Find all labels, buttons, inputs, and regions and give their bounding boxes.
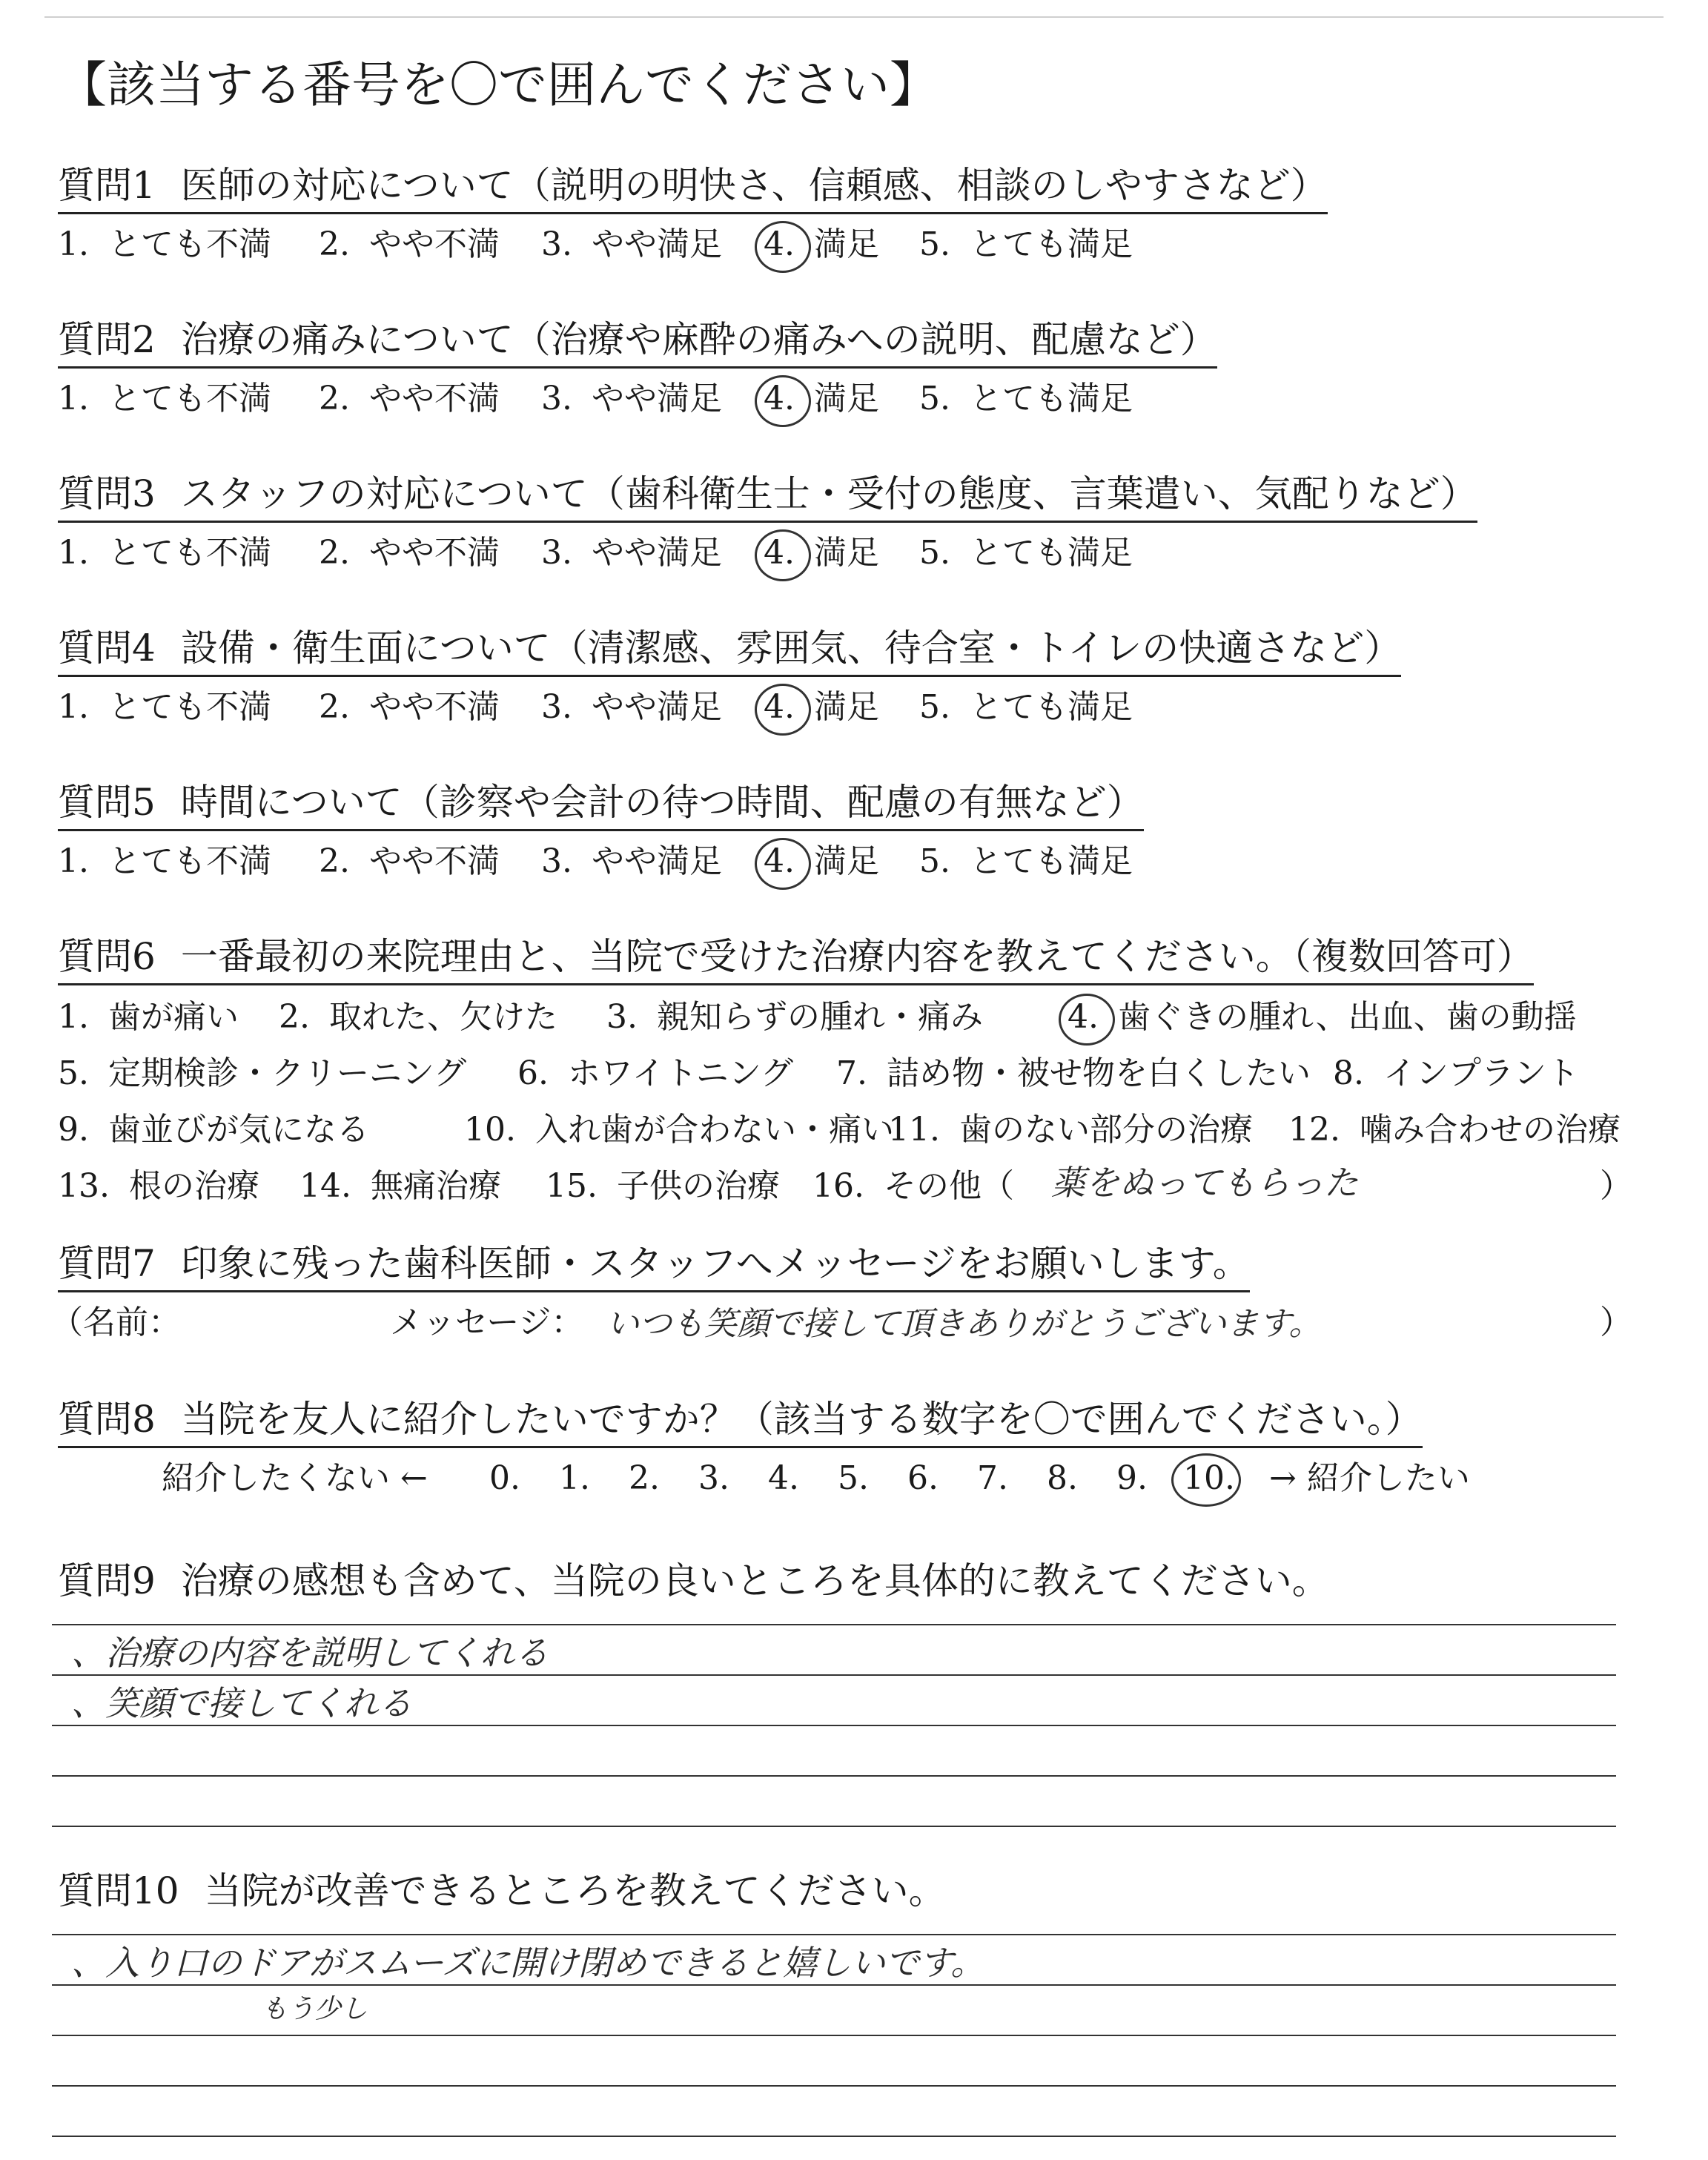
question-2-text: 治療の痛みについて（治療や麻酔の痛みへの説明、配慮など）: [180, 318, 1217, 361]
q6-option-9[interactable]: 9. 歯並びが気になる: [58, 1111, 369, 1149]
question-3-title: [58, 473, 1477, 523]
q6-option-1[interactable]: 1. 歯が痛い: [58, 998, 239, 1036]
q6-option-4-selected[interactable]: 4. 歯ぐきの腫れ、出血、歯の動揺: [1068, 998, 1577, 1036]
q4-option-1[interactable]: 1. とても不満: [58, 688, 271, 726]
q8-number-7[interactable]: 7.: [977, 1459, 1008, 1497]
q6-option-13[interactable]: 13. 根の治療: [58, 1167, 259, 1205]
question-10-text: 当院が改善できるところを教えてください。: [204, 1869, 946, 1912]
q6-option-10[interactable]: 10. 入れ歯が合わない・痛い: [464, 1111, 894, 1149]
q4-option-2[interactable]: 2. やや不満: [319, 688, 500, 726]
question-6-label: 質問6: [58, 935, 156, 978]
page-top-border: [44, 16, 1664, 18]
q5-option-3[interactable]: 3. やや満足: [541, 842, 722, 880]
q3-option-1[interactable]: 1. とても不満: [58, 534, 271, 572]
q1-option-3[interactable]: 3. やや満足: [541, 225, 722, 263]
q10-answer-line: [52, 1984, 1616, 1986]
q6-option-5[interactable]: 5. 定期検診・クリーニング: [58, 1054, 467, 1092]
q6-option-16[interactable]: 16. その他（: [812, 1167, 1014, 1205]
q2-option-1[interactable]: 1. とても不満: [58, 380, 271, 417]
q6-other-handwritten: 薬をぬってもらった: [1051, 1163, 1358, 1203]
q7-message-handwritten: いつも笑顔で接して頂きありがとうございます。: [606, 1305, 1322, 1343]
q6-option-14[interactable]: 14. 無痛治療: [299, 1167, 501, 1205]
q3-option-4-selected[interactable]: 4. 満足: [764, 534, 879, 572]
page-title: 【該当する番号を〇で囲んでください】: [58, 56, 939, 113]
question-4-text: 設備・衛生面について（清潔感、雰囲気、待合室・トイレの快適さなど）: [180, 627, 1402, 670]
q4-option-4-selected[interactable]: 4. 満足: [764, 688, 879, 726]
question-6-title: [58, 936, 1534, 985]
q1-option-4-selected[interactable]: 4. 満足: [764, 225, 879, 263]
q10-answer-1-handwritten: 、入り口のドアがスムーズに開け閉めできると嬉しいです。: [71, 1943, 985, 1983]
q9-answer-2-handwritten: 、笑顔で接してくれる: [71, 1683, 412, 1723]
q8-number-8[interactable]: 8.: [1047, 1459, 1078, 1497]
q7-close-paren: ）: [1600, 1304, 1632, 1341]
question-3-text: スタッフの対応について（歯科衛生士・受付の態度、言葉遣い、気配りなど）: [180, 472, 1477, 515]
q9-answer-1-handwritten: 、治療の内容を説明してくれる: [71, 1633, 549, 1673]
q6-option-8[interactable]: 8. インプラント: [1333, 1054, 1579, 1092]
q5-option-4-selected[interactable]: 4. 満足: [764, 842, 879, 880]
q10-answer-line: [52, 2136, 1616, 2137]
q8-right-label: → 紹介したい: [1269, 1459, 1470, 1497]
q1-option-1[interactable]: 1. とても不満: [58, 225, 271, 263]
question-9-text: 治療の感想も含めて、当院の良いところを具体的に教えてください。: [180, 1559, 1329, 1602]
q9-answer-line: [52, 1674, 1616, 1676]
question-8-title: [58, 1398, 1423, 1448]
q5-option-2[interactable]: 2. やや不満: [319, 842, 500, 880]
question-7-title: [58, 1243, 1250, 1292]
question-6-text: 一番最初の来院理由と、当院で受けた治療内容を教えてください。（複数回答可）: [180, 935, 1534, 978]
q6-option-6[interactable]: 6. ホワイトニング: [517, 1054, 794, 1092]
question-1-label: 質問1: [58, 164, 156, 207]
q3-option-3[interactable]: 3. やや満足: [541, 534, 722, 572]
question-1-title: [58, 165, 1328, 214]
q6-option-7[interactable]: 7. 詰め物・被せ物を白くしたい: [836, 1054, 1311, 1092]
question-10-title: [58, 1870, 946, 1918]
q3-option-2[interactable]: 2. やや不満: [319, 534, 500, 572]
q6-option-2[interactable]: 2. 取れた、欠けた: [279, 998, 557, 1036]
question-9-label: 質問9: [58, 1559, 156, 1602]
q6-option-3[interactable]: 3. 親知らずの腫れ・痛み: [606, 998, 983, 1036]
question-3-label: 質問3: [58, 472, 156, 515]
q8-number-3[interactable]: 3.: [698, 1459, 729, 1497]
question-8-text: 当院を友人に紹介したいですか？（該当する数字を〇で囲んでください。）: [180, 1398, 1423, 1441]
q8-number-1[interactable]: 1.: [559, 1459, 590, 1497]
q9-answer-line: [52, 1775, 1616, 1777]
q8-number-0[interactable]: 0.: [489, 1459, 520, 1497]
question-5-title: [58, 782, 1144, 831]
q1-option-5[interactable]: 5. とても満足: [919, 225, 1133, 263]
q8-number-9[interactable]: 9.: [1116, 1459, 1148, 1497]
q10-answer-line: [52, 2035, 1616, 2036]
q1-option-2[interactable]: 2. やや不満: [319, 225, 500, 263]
q8-number-6[interactable]: 6.: [907, 1459, 939, 1497]
question-7-label: 質問7: [58, 1242, 156, 1285]
question-2-label: 質問2: [58, 318, 156, 361]
q6-option-12[interactable]: 12. 噛み合わせの治療: [1288, 1111, 1621, 1149]
q7-message-label: メッセージ：: [390, 1304, 584, 1341]
question-10-label: 質問10: [58, 1869, 179, 1912]
q4-option-5[interactable]: 5. とても満足: [919, 688, 1133, 726]
q9-answer-line: [52, 1826, 1616, 1827]
question-9-title: [58, 1560, 1329, 1608]
q6-other-close-paren: ）: [1600, 1167, 1632, 1205]
q2-option-5[interactable]: 5. とても満足: [919, 380, 1133, 417]
q8-number-2[interactable]: 2.: [629, 1459, 660, 1497]
q10-answer-line: [52, 1934, 1616, 1935]
q9-answer-line: [52, 1624, 1616, 1625]
q2-option-3[interactable]: 3. やや満足: [541, 380, 722, 417]
question-4-label: 質問4: [58, 627, 156, 670]
q9-answer-line: [52, 1725, 1616, 1726]
q8-number-10-selected[interactable]: 10.: [1183, 1459, 1235, 1497]
q10-insert-note-handwritten: もう少し: [261, 1994, 368, 2024]
q4-option-3[interactable]: 3. やや満足: [541, 688, 722, 726]
q8-number-4[interactable]: 4.: [768, 1459, 799, 1497]
q6-option-15[interactable]: 15. 子供の治療: [546, 1167, 780, 1205]
question-5-label: 質問5: [58, 781, 156, 824]
q3-option-5[interactable]: 5. とても満足: [919, 534, 1133, 572]
q8-number-5[interactable]: 5.: [838, 1459, 869, 1497]
q2-option-2[interactable]: 2. やや不満: [319, 380, 500, 417]
q5-option-5[interactable]: 5. とても満足: [919, 842, 1133, 880]
question-4-title: [58, 627, 1401, 677]
question-2-title: [58, 319, 1217, 369]
q10-answer-line: [52, 2085, 1616, 2087]
question-1-text: 医師の対応について（説明の明快さ、信頼感、相談のしやすさなど）: [180, 164, 1328, 207]
question-7-text: 印象に残った歯科医師・スタッフへメッセージをお願いします。: [180, 1242, 1250, 1285]
question-8-label: 質問8: [58, 1398, 156, 1441]
q8-left-label: 紹介したくない ←: [162, 1459, 428, 1497]
q6-option-11[interactable]: 11. 歯のない部分の治療: [888, 1111, 1253, 1149]
q7-name-label: （名前：: [50, 1304, 181, 1341]
q5-option-1[interactable]: 1. とても不満: [58, 842, 271, 880]
question-5-text: 時間について（診察や会計の待つ時間、配慮の有無など）: [180, 781, 1144, 824]
q2-option-4-selected[interactable]: 4. 満足: [764, 380, 879, 417]
